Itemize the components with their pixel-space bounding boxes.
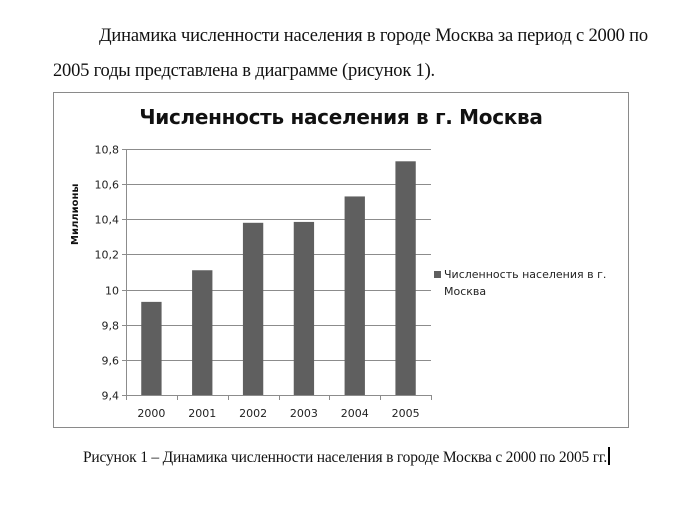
legend xyxy=(434,266,619,300)
y-axis-label: Миллионы xyxy=(70,183,81,245)
paragraph-line-2: 2005 годы представлена в диаграмме (рисунок 1). xyxy=(53,61,435,81)
bar-2005[interactable] xyxy=(395,161,415,395)
x-tick-label: 2000 xyxy=(137,407,166,420)
legend-label-line1: Численность населения в г. xyxy=(444,268,607,281)
caption-text: Рисунок 1 – Динамика численности населения в городе Москва с 2000 по 2005 гг. xyxy=(83,449,607,466)
x-tick-label: 2003 xyxy=(289,407,318,420)
legend-swatch-icon xyxy=(434,271,441,278)
bar-2002[interactable] xyxy=(243,223,263,395)
y-tick-label: 9,8 xyxy=(101,319,119,333)
y-tick-label: 10,8 xyxy=(94,143,119,157)
bar-2003[interactable] xyxy=(294,222,314,395)
plot-area xyxy=(54,93,630,429)
x-tick-label: 2004 xyxy=(340,407,369,420)
bar-2000[interactable] xyxy=(141,302,161,395)
x-tick-label: 2002 xyxy=(239,407,268,420)
chart-title: Численность населения в г. Москва xyxy=(139,105,543,129)
y-tick-label: 10,2 xyxy=(94,248,119,262)
y-tick-label: 9,4 xyxy=(101,389,119,403)
legend-label-line2: Москва xyxy=(444,285,487,298)
chart-container[interactable] xyxy=(53,92,629,428)
bar-2004[interactable] xyxy=(345,196,365,395)
paragraph-line-1: Динамика численности населения в городе Москва за период с 2000 по xyxy=(99,26,648,46)
figure-caption xyxy=(83,447,610,467)
x-tick-label: 2001 xyxy=(188,407,217,420)
y-tick-label: 10,6 xyxy=(94,178,119,192)
x-tick-label: 2005 xyxy=(391,407,420,420)
text-cursor xyxy=(608,447,610,465)
y-tick-label: 10 xyxy=(105,284,119,298)
bar-2001[interactable] xyxy=(192,270,212,395)
y-tick-label: 9,6 xyxy=(101,354,119,368)
y-tick-label: 10,4 xyxy=(94,213,119,227)
